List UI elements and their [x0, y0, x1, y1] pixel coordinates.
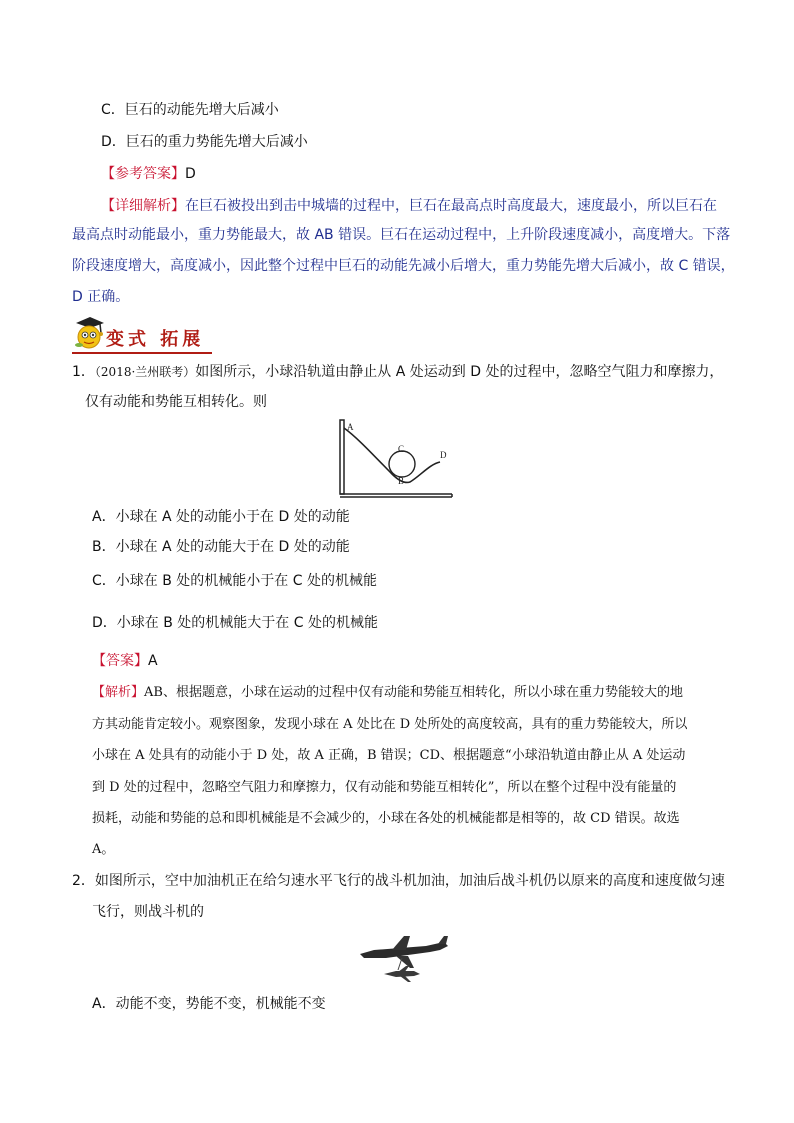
q1-option-c: C．小球在 B 处的机械能小于在 C 处的机械能	[92, 573, 377, 589]
mascot-icon	[72, 313, 106, 351]
figure-label-b: B	[398, 476, 405, 486]
q1-stem-line-1	[72, 362, 723, 382]
prev-analysis-line-2: 最高点时动能最小，重力势能最大，故 AB 错误。巨石在运动过程中，上升阶段速度减小，高度增大。下落	[72, 227, 731, 243]
q1-analysis-line-3: 小球在 A 处具有的动能小于 D 处，故 A 正确，B 错误；CD、根据题意“小球沿轨道由静止从 A 处运动	[92, 748, 686, 763]
q2-stem-text-1: 如图所示，空中加油机正在给匀速水平飞行的战斗机加油，加油后战斗机仍以原来的高度和速度做匀速	[94, 873, 725, 889]
section-banner-title: 变式 拓展	[106, 329, 205, 350]
q1-answer-label: 【答案】	[92, 653, 148, 669]
prev-option-c: C．巨石的动能先增大后减小	[101, 102, 279, 118]
prev-analysis-line-4: D 正确。	[72, 289, 130, 305]
prev-analysis-line-3: 阶段速度增大，高度减小，因此整个过程中巨石的动能先减小后增大，重力势能先增大后减小，故 C 错误，	[72, 258, 735, 274]
q1-analysis-text-1: AB、根据题意，小球在运动的过程中仅有动能和势能互相转化，所以小球在重力势能较大的地	[144, 685, 683, 700]
prev-analysis-line-1	[101, 196, 732, 216]
figure-label-c: C	[398, 444, 405, 454]
prev-analysis-label: 【详细解析】	[101, 198, 185, 214]
q2-stem-line-1	[72, 871, 725, 891]
prev-analysis-text-1: 在巨石被投出到击中城墙的过程中，巨石在最高点时高度最大，速度最小，所以巨石在	[185, 198, 717, 214]
q1-option-a: A．小球在 A 处的动能小于在 D 处的动能	[92, 509, 350, 525]
q1-number: 1．	[72, 364, 95, 380]
figure-label-d: D	[440, 450, 447, 460]
q1-analysis-line-2: 方其动能肯定较小。观察图象，发现小球在 A 处比在 D 处所处的高度较高，具有的重力势能较大，所以	[92, 717, 688, 732]
q1-analysis-line-6: A。	[92, 842, 115, 857]
section-banner-underline	[72, 352, 212, 354]
prev-option-d: D．巨石的重力势能先增大后减小	[101, 134, 308, 150]
section-banner	[72, 313, 732, 355]
q2-stem-line-2: 飞行，则战斗机的	[92, 904, 204, 920]
q2-number: 2．	[72, 873, 95, 889]
prev-answer-value: D	[185, 166, 196, 182]
q1-stem-line-2: 仅有动能和势能互相转化。则	[85, 394, 267, 410]
q1-stem-text-1: 如图所示，小球沿轨道由静止从 A 处运动到 D 处的过程中，忽略空气阻力和摩擦力，	[195, 364, 724, 380]
q1-analysis-line-5: 损耗，动能和势能的总和即机械能是不会减少的，小球在各处的机械能都是相等的，故 CD 错误。故选	[92, 811, 680, 826]
q2-option-a: A．动能不变，势能不变，机械能不变	[92, 996, 326, 1012]
prev-answer	[101, 164, 196, 184]
q1-analysis-label: 【解析】	[92, 685, 145, 700]
q1-answer-value: A	[148, 653, 158, 669]
q1-source: （2018·兰州联考）	[94, 365, 196, 379]
figure-label-a: A	[347, 422, 354, 432]
q1-track-diagram	[336, 418, 456, 498]
q1-analysis-line-1	[92, 683, 732, 703]
refueling-plane-image	[356, 934, 452, 984]
q1-answer	[92, 651, 158, 671]
q1-analysis-line-4: 到 D 处的过程中，忽略空气阻力和摩擦力，仅有动能和势能互相转化”，所以在整个过程中没有能量的	[92, 780, 677, 795]
prev-answer-label: 【参考答案】	[101, 166, 185, 182]
q1-option-b: B．小球在 A 处的动能大于在 D 处的动能	[92, 539, 350, 555]
q1-option-d: D．小球在 B 处的机械能大于在 C 处的机械能	[92, 615, 378, 631]
